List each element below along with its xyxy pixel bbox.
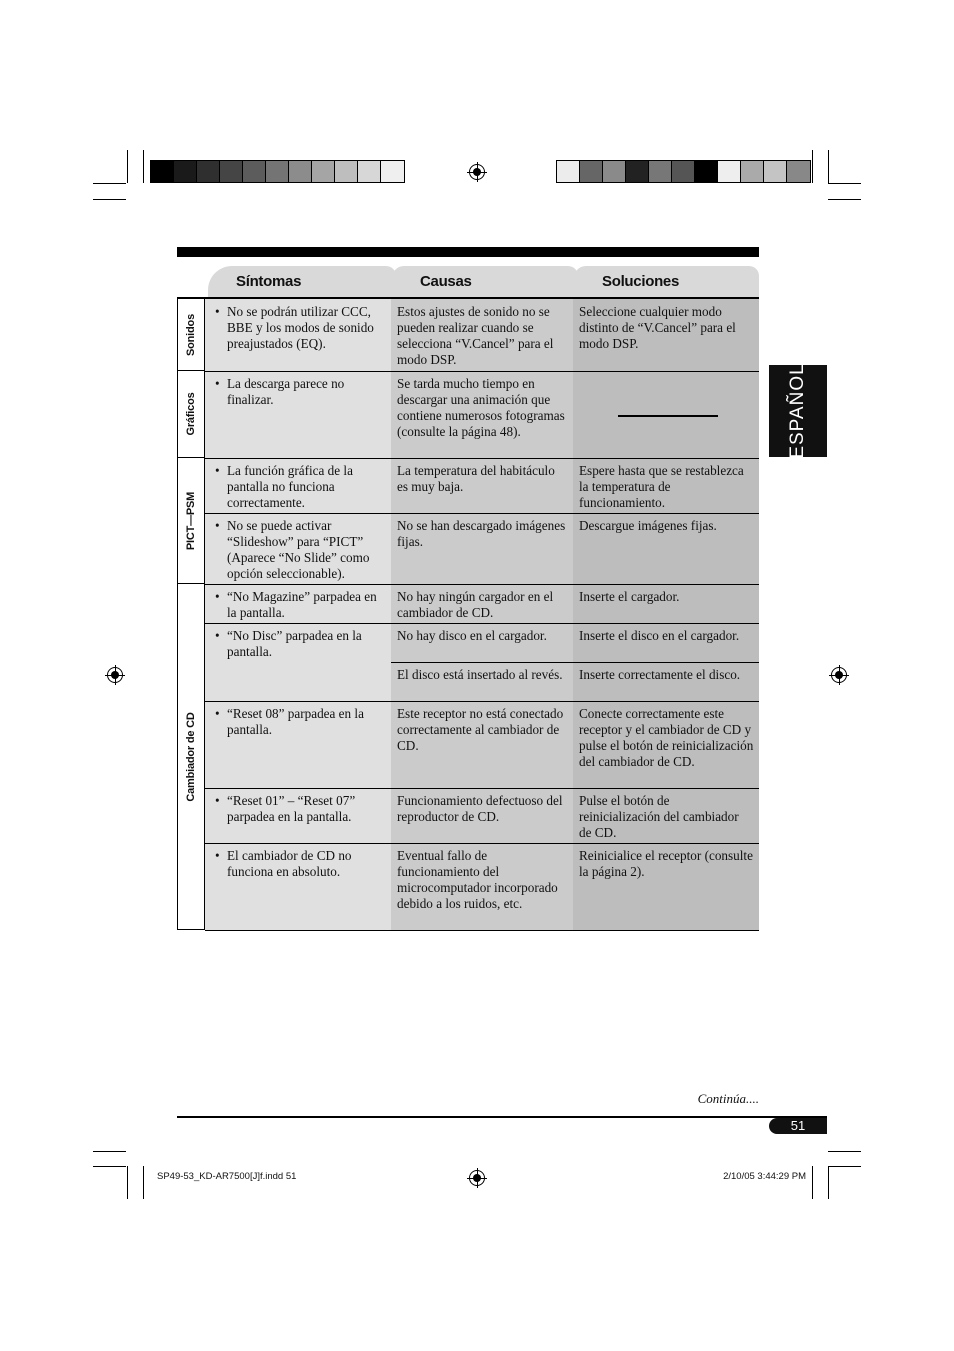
crop-mark [812, 1166, 813, 1199]
troubleshooting-table [177, 297, 759, 911]
crop-mark [812, 150, 813, 183]
symptom-cell: • “No Disc” parpadea en la pantalla. [205, 623, 391, 701]
cause-cell: No hay disco en el cargador. [391, 623, 573, 662]
crop-mark [828, 1166, 829, 1199]
no-solution-dash [618, 415, 718, 417]
header-causes: Causas [392, 266, 578, 298]
page-number: 51 [769, 1118, 827, 1134]
section-cd-changer: Cambiador de CD [177, 584, 205, 930]
symptom-cell: • “No Magazine” parpadea en la pantalla. [205, 584, 391, 623]
symptom-cell: • El cambiador de CD no funciona en absoluto. [205, 843, 391, 930]
solution-cell [573, 371, 759, 458]
cause-cell: No se han descargado imágenes fijas. [391, 513, 573, 584]
crop-mark [93, 1166, 126, 1167]
crop-mark [828, 1166, 861, 1167]
symptom-cell: • La función gráfica de la pantalla no funciona correctamente. [205, 458, 391, 513]
cause-cell: Se tarda mucho tiempo en descargar una animación que contiene numerosos fotogramas (consulte la página 48). [391, 371, 573, 458]
crop-mark [143, 150, 144, 183]
solution-cell: Espere hasta que se restablezca la temperatura de funcionamiento. [573, 458, 759, 513]
section-graficos: Gráficos [177, 371, 205, 458]
cause-cell: Funcionamiento defectuoso del reproductor de CD. [391, 788, 573, 843]
solution-cell: Inserte correctamente el disco. [573, 662, 759, 701]
cause-cell: Estos ajustes de sonido no se pueden realizar cuando se selecciona “V.Cancel” para el modo DSP. [391, 299, 573, 371]
crop-mark [828, 199, 861, 200]
header-solutions: Soluciones [574, 266, 759, 298]
symptom-cell: • “Reset 01” – “Reset 07” parpadea en la pantalla. [205, 788, 391, 843]
cause-cell: La temperatura del habitáculo es muy baja. [391, 458, 573, 513]
symptom-cell: • No se podrán utilizar CCC, BBE y los modos de sonido preajustados (EQ). [205, 299, 391, 371]
crop-mark [127, 1166, 128, 1199]
date-slug: 2/10/05 3:44:29 PM [723, 1171, 806, 1182]
color-bar-right [556, 160, 811, 183]
cause-cell: No hay ningún cargador en el cambiador de CD. [391, 584, 573, 623]
symptom-cell: • La descarga parece no finalizar. [205, 371, 391, 458]
file-slug: SP49-53_KD-AR7500[J]f.indd 51 [157, 1171, 297, 1182]
crop-mark [143, 1166, 144, 1199]
crop-mark [93, 1151, 126, 1152]
solution-cell: Descargue imágenes fijas. [573, 513, 759, 584]
header-symptoms: Síntomas [208, 266, 396, 298]
registration-mark-icon [469, 1170, 485, 1186]
section-rule [177, 247, 759, 257]
registration-mark-icon [469, 164, 485, 180]
crop-mark [127, 150, 128, 183]
solution-cell: Pulse el botón de reinicialización del cambiador de CD. [573, 788, 759, 843]
color-bar-left [150, 160, 405, 183]
crop-mark [93, 199, 126, 200]
cause-cell: Este receptor no está conectado correctamente al cambiador de CD. [391, 701, 573, 788]
solution-cell: Conecte correctamente este receptor y el cambiador de CD y pulse el botón de reinicialización del cambiador de CD. [573, 701, 759, 788]
cause-cell: Eventual fallo de funcionamiento del microcomputador incorporado debido a los ruidos, etc. [391, 843, 573, 930]
crop-mark [828, 1151, 861, 1152]
solution-cell: Inserte el cargador. [573, 584, 759, 623]
section-pict-psm: PICT—PSM [177, 458, 205, 584]
continues-note: Continúa.... [697, 1091, 759, 1106]
section-sonidos: Sonidos [177, 299, 205, 371]
solution-cell: Inserte el disco en el cargador. [573, 623, 759, 662]
solution-cell: Seleccione cualquier modo distinto de “V.Cancel” para el modo DSP. [573, 299, 759, 371]
crop-mark [93, 183, 126, 184]
footer-rule [177, 1116, 827, 1118]
registration-mark-icon [831, 667, 847, 683]
crop-mark [828, 183, 861, 184]
crop-mark [828, 150, 829, 183]
symptom-cell: • “Reset 08” parpadea en la pantalla. [205, 701, 391, 788]
language-tab: ESPAÑOL [769, 365, 827, 457]
solution-cell: Reinicialice el receptor (consulte la página 2). [573, 843, 759, 930]
cause-cell: El disco está insertado al revés. [391, 662, 573, 701]
symptom-cell: • No se puede activar “Slideshow” para “PICT” (Aparece “No Slide” como opción seleccionable). [205, 513, 391, 584]
registration-mark-icon [107, 667, 123, 683]
